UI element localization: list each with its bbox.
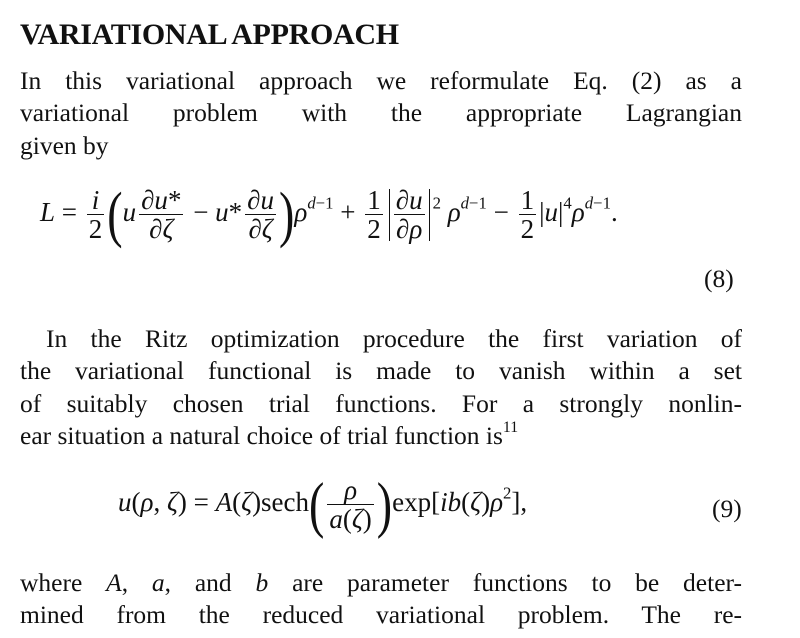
paragraph-line: In this variational approach we reformulate Eq. (2) as a <box>20 66 742 95</box>
equation-9: u(ρ, ζ) = A(ζ)sech( $\frac{\rho}{a(\zeta)}$ )$\exp[ib(\zeta)\rho^2]$, <box>118 469 528 539</box>
paragraph-line: of suitably chosen trial functions. For a strongly nonlin- <box>20 389 742 418</box>
paragraph-line: given by <box>20 131 109 160</box>
paragraph-line: mined from the reduced variational problem. The re- <box>20 600 742 629</box>
paragraph-line: variational problem with the appropriate Lagrangian <box>20 98 742 127</box>
equation-9-number: (9) <box>712 494 742 523</box>
paragraph-line <box>20 421 742 451</box>
paragraph-line: In the Ritz optimization procedure the first variation of <box>46 324 742 353</box>
paragraph-line: where A, a, and b are parameter functions to be deter- <box>20 568 742 597</box>
citation-superscript: 11 <box>502 419 519 437</box>
paragraph-line: the variational functional is made to vanish within a set <box>20 356 742 385</box>
equation-8: L = $\frac{i}{2}$ (u $\frac{\partial u*}{\partial\zeta}$ − u* $\frac{\partial u}{\partial\zeta}$ )$\rho^{d-1}$ + $\frac{1}{2}$ $\frac{\partial u}{\partial\rho}$ $^2$ $\rho^{d-1}$ − $\frac{1}{2}$ $|u|^4\rho^{d-1}$. <box>40 179 618 249</box>
equation-8-number: (8) <box>704 264 734 293</box>
section-heading: VARIATIONAL APPROACH <box>20 18 399 51</box>
paragraph-text: ear situation a natural choice of trial function is <box>20 421 503 450</box>
